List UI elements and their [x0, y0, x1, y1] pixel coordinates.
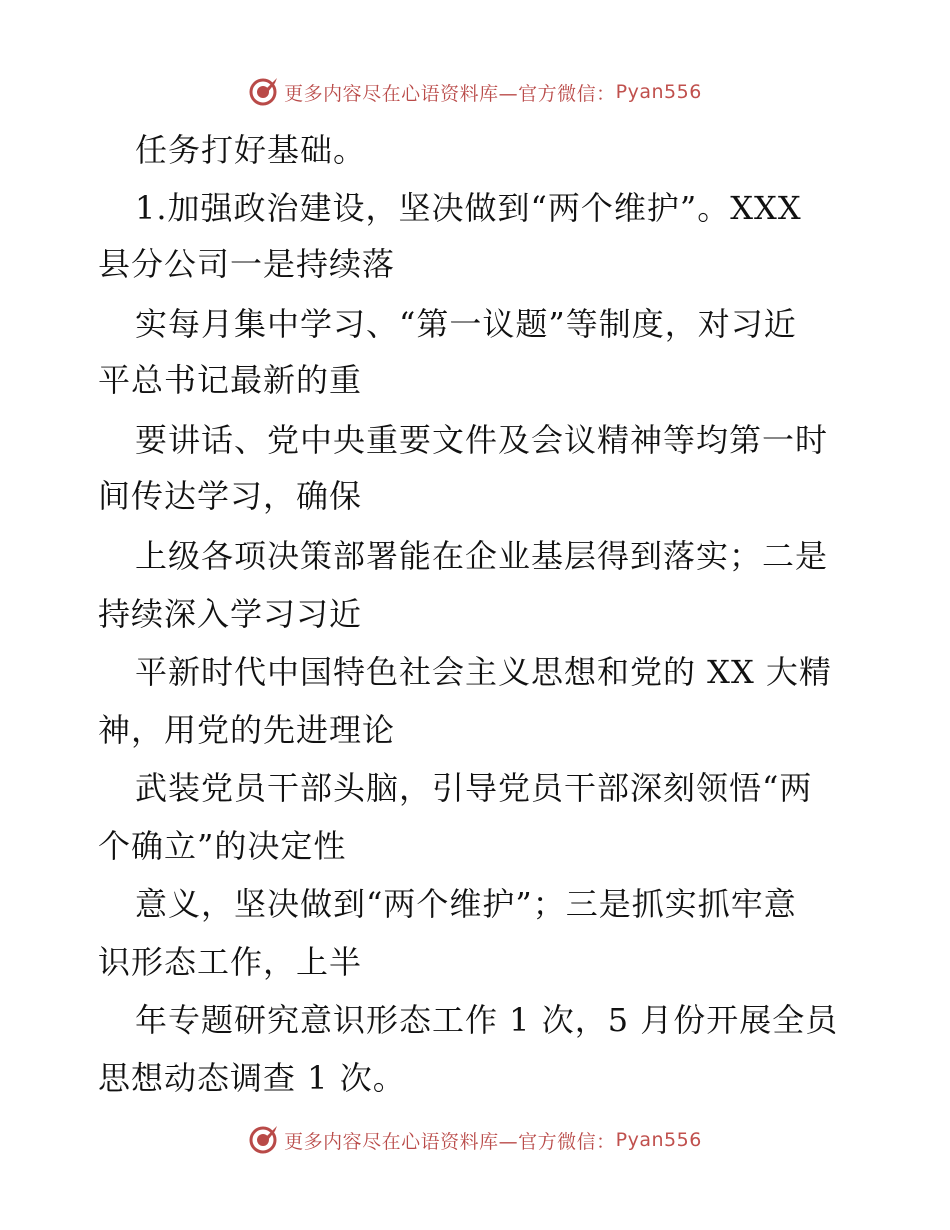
body-line: 要讲话、党中央重要文件及会议精神等均第一时 — [135, 421, 829, 459]
body-line: 任务打好基础。 — [135, 131, 367, 169]
body-line: 平总书记最新的重 — [98, 361, 363, 399]
body-line: 间传达学习，确保 — [98, 477, 363, 515]
body-line: 个确立”的决定性 — [98, 827, 347, 865]
body-line: 平新时代中国特色社会主义思想和党的 XX 大精 — [135, 653, 832, 691]
header-watermark — [0, 72, 950, 112]
body-line: 年专题研究意识形态工作 1 次，5 月份开展全员 — [135, 1001, 839, 1039]
body-line: 1.加强政治建设，坚决做到“两个维护”。XXX — [135, 189, 802, 227]
watermark-wechat-id: Pyan556 — [615, 1129, 702, 1151]
pen-circle-icon — [248, 1125, 278, 1155]
watermark-text: 更多内容尽在心语资料库—官方微信： — [284, 1130, 616, 1153]
watermark-text: 更多内容尽在心语资料库—官方微信： — [284, 82, 616, 105]
body-line: 实每月集中学习、“第一议题”等制度，对习近 — [135, 305, 797, 343]
body-line: 识形态工作，上半 — [98, 943, 363, 981]
pen-circle-icon — [248, 77, 278, 107]
body-line: 武装党员干部头脑，引导党员干部深刻领悟“两 — [135, 769, 813, 807]
watermark-wechat-id: Pyan556 — [615, 81, 702, 103]
footer-watermark — [0, 1120, 950, 1160]
body-line: 县分公司一是持续落 — [98, 245, 396, 283]
body-line: 持续深入学习习近 — [98, 595, 363, 633]
body-line: 神，用党的先进理论 — [98, 711, 396, 749]
body-line: 思想动态调查 1 次。 — [98, 1059, 406, 1097]
body-line: 上级各项决策部署能在企业基层得到落实；二是 — [135, 537, 829, 575]
body-line: 意义，坚决做到“两个维护”；三是抓实抓牢意 — [135, 885, 797, 923]
